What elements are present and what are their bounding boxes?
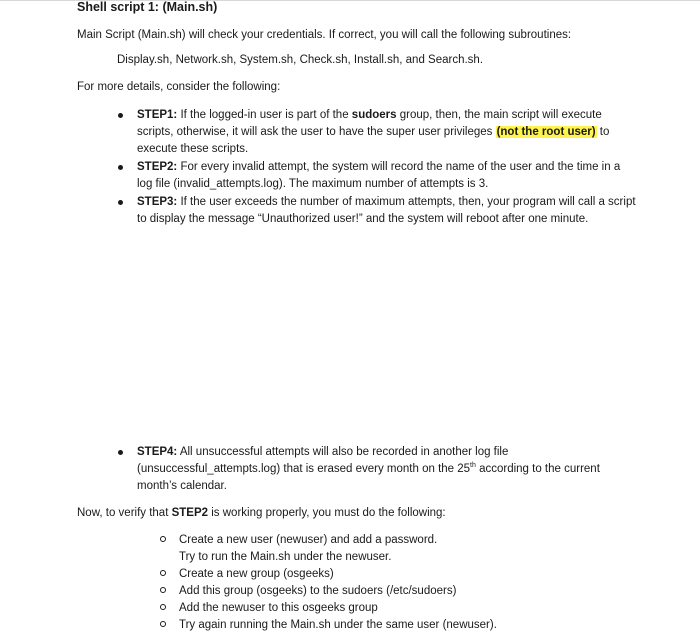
- verify-item-text: Create a new group (osgeeks): [179, 568, 334, 580]
- circle-bullet-icon: [160, 587, 166, 593]
- circle-bullet-icon: [160, 604, 166, 610]
- step4-text-b: according to the current month’s calendar.: [137, 463, 600, 492]
- circle-bullet-icon: [160, 570, 166, 576]
- step1-text-a: If the logged-in user is part of the: [177, 109, 352, 121]
- intro-paragraph: Main Script (Main.sh) will check your credentials. If correct, you will call the following subroutines:: [77, 29, 572, 41]
- verify-item-text: Create a new user (newuser) and add a password.: [179, 534, 438, 546]
- bullet-icon: [118, 200, 123, 205]
- step2-text: For every invalid attempt, the system will record the name of the user and the time in a log file (invalid_attempts.log). The maximum number of attempts is 3.: [137, 161, 621, 190]
- verify-text-a: Now, to verify that: [77, 507, 172, 519]
- circle-bullet-icon: [160, 536, 166, 542]
- verify-intro: [77, 507, 446, 519]
- verify-item-text: Try to run the Main.sh under the newuser.: [179, 551, 392, 563]
- step1-item: [137, 107, 637, 158]
- verify-item-6: [179, 617, 497, 634]
- verify-item-3: [179, 566, 334, 583]
- verify-bold: STEP2: [171, 507, 209, 519]
- bullet-icon: [118, 165, 123, 170]
- step1-text-c: to execute these scripts.: [137, 126, 610, 155]
- verify-item-text: Try again running the Main.sh under the same user (newuser).: [179, 619, 497, 631]
- step1-text-b: group, then, the main script will execute scripts, otherwise, it will ask the user to have the super user privileges: [137, 109, 602, 138]
- bullet-icon: [118, 450, 123, 455]
- circle-bullet-icon: [160, 621, 166, 627]
- step3-label: STEP3:: [137, 196, 178, 208]
- verify-item-text: Add this group (osgeeks) to the sudoers (/etc/sudoers): [179, 585, 457, 597]
- details-intro: For more details, consider the following:: [77, 81, 281, 93]
- step1-bold: sudoers: [351, 109, 397, 121]
- step3-item: [137, 194, 637, 228]
- bullet-icon: [118, 113, 123, 118]
- step4-label: STEP4:: [137, 446, 178, 458]
- document-heading: Shell script 1: (Main.sh): [77, 0, 218, 14]
- verify-item-text: Add the newuser to this osgeeks group: [179, 602, 378, 614]
- step1-label: STEP1:: [137, 109, 178, 121]
- verify-item-4: [179, 583, 456, 600]
- step4-superscript: th: [470, 462, 476, 470]
- step3-text: If the user exceeds the number of maximum attempts, then, your program will call a script to display the message “Unauthorized user!” and the system will reboot after one minute.: [137, 196, 636, 225]
- step4-text-a: All unsuccessful attempts will also be recorded in another log file (unsuccessful_attempts.log) that is erased every month on the 25: [137, 446, 509, 475]
- verify-item-1: [179, 532, 437, 549]
- verify-text-b: is working properly, you must do the following:: [208, 507, 446, 519]
- verify-item-2: [179, 549, 391, 566]
- verify-item-5: [179, 600, 378, 617]
- step4-item: [137, 444, 637, 495]
- step2-label: STEP2:: [137, 161, 178, 173]
- step1-highlight: (not the root user): [496, 126, 596, 138]
- subroutines-list: Display.sh, Network.sh, System.sh, Check.sh, Install.sh, and Search.sh.: [117, 54, 484, 66]
- step2-item: [137, 159, 637, 193]
